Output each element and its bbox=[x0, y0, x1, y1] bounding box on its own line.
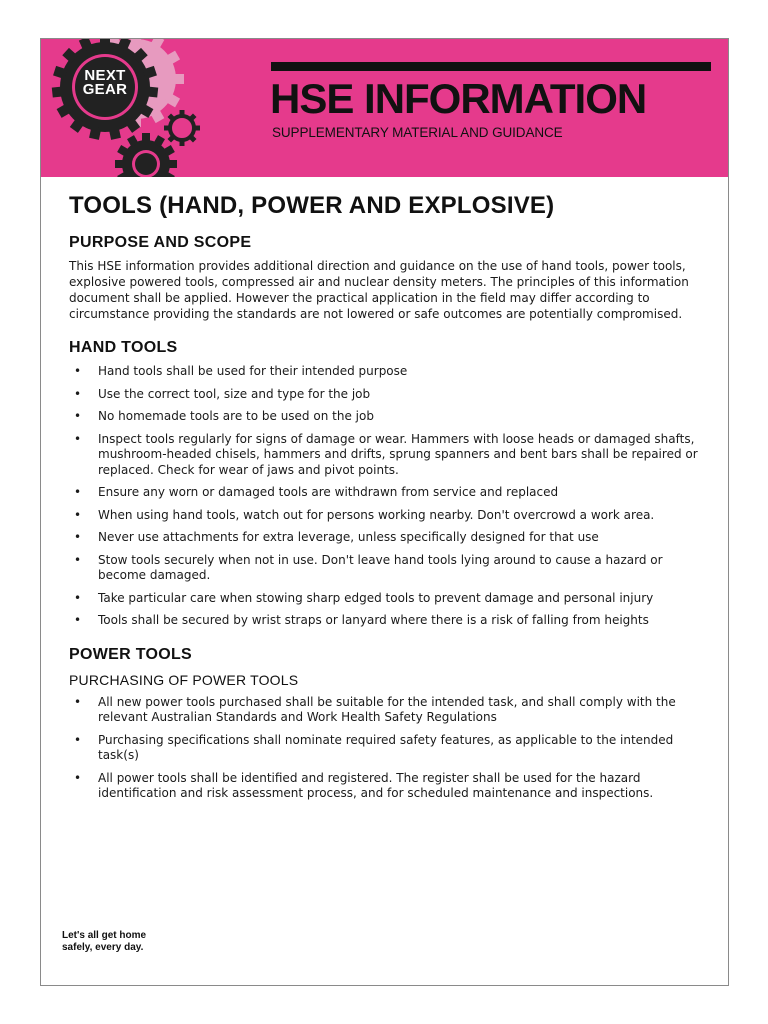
document-body bbox=[69, 191, 709, 802]
power-tools-heading: POWER TOOLS bbox=[69, 645, 193, 663]
brand-logo-text bbox=[80, 69, 130, 97]
list-item-text: Stow tools securely when not in use. Don't leave hand tools lying around to cause a hazard or become damaged. bbox=[98, 552, 663, 582]
bullet-icon: • bbox=[74, 613, 82, 627]
bullet-icon: • bbox=[74, 431, 82, 446]
list-item-text: Ensure any worn or damaged tools are withdrawn from service and replaced bbox=[98, 485, 559, 499]
bullet-icon: • bbox=[74, 485, 82, 499]
bullet-icon: • bbox=[74, 590, 82, 605]
list-item bbox=[69, 364, 709, 380]
banner-title: HSE INFORMATION bbox=[270, 75, 647, 122]
list-item-text: No homemade tools are to be used on the job bbox=[98, 409, 374, 423]
bullet-icon: • bbox=[74, 694, 82, 709]
footer-line-2: safely, every day. bbox=[62, 942, 144, 953]
list-item bbox=[69, 409, 709, 425]
bullet-icon: • bbox=[74, 732, 82, 747]
hand-tools-list bbox=[69, 364, 709, 629]
purpose-heading: PURPOSE AND SCOPE bbox=[69, 234, 252, 251]
list-item bbox=[69, 508, 709, 524]
footer-line-1: Let's all get home bbox=[62, 930, 147, 941]
bullet-icon: • bbox=[74, 552, 82, 567]
document-title: TOOLS (HAND, POWER AND EXPLOSIVE) bbox=[69, 192, 555, 219]
document-page bbox=[40, 38, 729, 986]
list-item-text: Purchasing specifications shall nominate required safety features, as applicable to the intended task(s) bbox=[98, 732, 674, 762]
footer-slogan bbox=[62, 930, 222, 954]
list-item-text: Never use attachments for extra leverage, unless specifically designed for that use bbox=[98, 530, 599, 544]
bullet-icon: • bbox=[74, 530, 82, 544]
list-item-text: All power tools shall be identified and registered. The register shall be used for the hazard identification and risk assessment process, and for scheduled maintenance and inspections. bbox=[98, 770, 654, 800]
list-item-text: Take particular care when stowing sharp edged tools to prevent damage and personal injury bbox=[98, 590, 654, 605]
list-item bbox=[69, 387, 709, 403]
bullet-icon: • bbox=[74, 386, 82, 401]
list-item bbox=[69, 432, 709, 479]
banner-subtitle: SUPPLEMENTARY MATERIAL AND GUIDANCE bbox=[272, 125, 563, 140]
list-item bbox=[69, 771, 709, 802]
gear-logo-icon bbox=[41, 39, 221, 177]
power-tools-list bbox=[69, 695, 709, 802]
list-item bbox=[69, 733, 709, 764]
bullet-icon: • bbox=[74, 770, 82, 785]
purpose-paragraph: This HSE information provides additional direction and guidance on the use of hand tools, power tools, explosive powered tools, compressed air and nuclear density meters. The principles of this information document shall be applied. However the practical application in the field may differ according to circumstance providing the standards are not lowered or safe outcomes are potentially compromised. bbox=[69, 259, 689, 321]
list-item-text: All new power tools purchased shall be suitable for the intended task, and shall comply with the relevant Australian Standards and Work Health Safety Regulations bbox=[98, 694, 676, 724]
list-item bbox=[69, 485, 709, 501]
list-item-text: Tools shall be secured by wrist straps or lanyard where there is a risk of falling from heights bbox=[98, 613, 649, 627]
list-item bbox=[69, 613, 709, 629]
bullet-icon: • bbox=[74, 364, 82, 378]
list-item bbox=[69, 553, 709, 584]
hand-tools-heading: HAND TOOLS bbox=[69, 339, 178, 356]
logo-line-2: GEAR bbox=[82, 81, 128, 98]
list-item-text: When using hand tools, watch out for persons working nearby. Don't overcrowd a work area. bbox=[98, 507, 655, 522]
hse-banner bbox=[41, 39, 728, 177]
list-item bbox=[69, 695, 709, 726]
list-item-text: Inspect tools regularly for signs of damage or wear. Hammers with loose heads or damaged shafts, mushroom-headed chisels, hammers and drifts, sprung spanners and bent bars shall be repaired or replaced. Check for wear of jaws and pivot points. bbox=[98, 431, 698, 477]
list-item bbox=[69, 591, 709, 607]
logo-line-1: NEXT bbox=[84, 67, 126, 84]
purchasing-subheading: PURCHASING OF POWER TOOLS bbox=[69, 671, 299, 688]
list-item-text: Use the correct tool, size and type for the job bbox=[98, 386, 371, 401]
list-item bbox=[69, 530, 709, 546]
bullet-icon: • bbox=[74, 507, 82, 522]
list-item-text: Hand tools shall be used for their intended purpose bbox=[98, 364, 408, 378]
banner-rule bbox=[271, 62, 711, 71]
bullet-icon: • bbox=[74, 409, 82, 423]
